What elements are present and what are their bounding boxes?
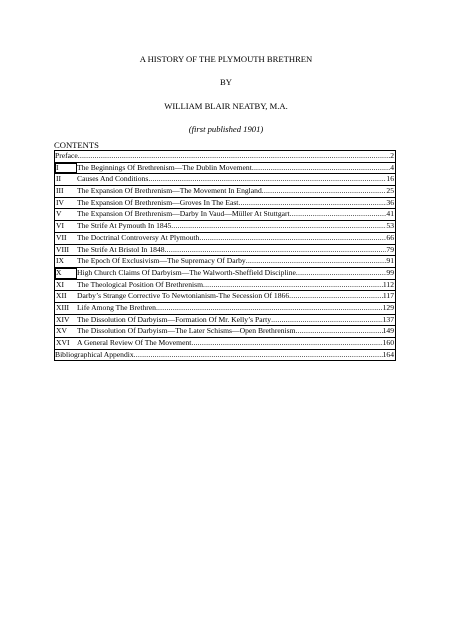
toc-entry-number: IX — [56, 256, 65, 266]
dot-leader — [296, 268, 387, 279]
toc-entry-title: The Expansion Of Brethrenism—Groves In The East — [77, 197, 239, 207]
toc-entry-page: 99 — [386, 267, 394, 277]
toc-entry[interactable] — [55, 256, 395, 268]
toc-entry-title: The Epoch Of Exclusivism—The Supremacy Of Darby — [77, 256, 246, 266]
toc-entry-title: The Dissolution Of Darbyism—Formation Of Mr. Kelly’s Party — [77, 314, 272, 324]
toc-entry[interactable] — [55, 315, 395, 327]
table-of-contents — [54, 150, 396, 361]
toc-entry-page: 53 — [386, 221, 394, 231]
toc-entry-title: The Expansion Of Brethrenism—The Movement In England — [77, 186, 262, 196]
toc-entry[interactable] — [55, 151, 395, 163]
toc-entry-page: 2 — [390, 151, 394, 160]
contents-heading: CONTENTS — [54, 140, 99, 150]
dot-leader — [289, 291, 383, 302]
toc-entry[interactable] — [55, 326, 395, 338]
toc-entry[interactable] — [55, 209, 395, 221]
toc-entry-title: Bibliographical Appendix — [55, 349, 134, 359]
toc-entry-title: The Doctrinal Controversy At Plymouth — [77, 232, 200, 242]
toc-entry-page: 79 — [386, 244, 394, 254]
toc-entry-page: 117 — [382, 291, 394, 301]
toc-entry-page: 66 — [386, 232, 394, 242]
toc-entry[interactable] — [55, 350, 395, 361]
dot-leader — [156, 303, 383, 314]
dot-leader — [271, 315, 383, 326]
toc-entry-page: 160 — [382, 338, 394, 347]
toc-entry-page: 112 — [382, 279, 394, 289]
dot-leader — [171, 221, 386, 232]
by-line: BY — [220, 77, 232, 87]
toc-entry-page: 164 — [382, 349, 394, 359]
toc-entry-number: V — [56, 209, 62, 219]
toc-entry-number: XIII — [56, 302, 70, 312]
toc-entry[interactable] — [55, 233, 395, 245]
toc-entry-title: The Strife At Bristol In 1848 — [77, 244, 165, 254]
toc-entry-number: IV — [56, 197, 65, 207]
toc-entry-number: XV — [56, 326, 67, 336]
dot-leader — [246, 256, 387, 267]
toc-entry-number: II — [56, 174, 62, 184]
toc-entry-number: I — [55, 163, 77, 174]
toc-entry[interactable] — [55, 338, 395, 350]
dot-leader — [252, 163, 390, 174]
dot-leader — [290, 209, 387, 220]
toc-entry-number: VI — [56, 221, 65, 231]
dot-leader — [148, 174, 386, 185]
toc-entry-number: XVI — [56, 338, 70, 347]
toc-entry-page: 36 — [386, 197, 394, 207]
dot-leader — [78, 151, 390, 162]
toc-entry-title: The Dissolution Of Darbyism—The Later Schisms—Open Brethrenism — [77, 326, 296, 336]
toc-entry[interactable] — [55, 280, 395, 292]
toc-entry-title: Preface — [55, 151, 78, 160]
toc-entry-page: 149 — [382, 326, 394, 336]
toc-entry-page: 129 — [382, 302, 394, 312]
toc-entry[interactable] — [55, 198, 395, 210]
toc-entry-page: 4 — [390, 162, 394, 172]
dot-leader — [165, 245, 387, 256]
dot-leader — [296, 326, 383, 337]
toc-entry-number: XI — [56, 279, 65, 289]
toc-entry-title: High Church Claims Of Darbyism—The Walworth-Sheffield Discipline — [77, 267, 296, 277]
toc-entry-title: Darby’s Strange Corrective To Newtonianism-The Secession Of 1866 — [77, 291, 290, 301]
toc-entry-title: The Strife At Pymouth In 1845 — [77, 221, 172, 231]
dot-leader — [262, 186, 387, 197]
toc-entry-page: 25 — [386, 186, 394, 196]
toc-entry-number: VIII — [56, 244, 70, 254]
toc-entry-title: The Beginnings Of Brethrenism—The Dublin Movement — [77, 162, 252, 172]
toc-entry-title: Life Among The Brethren — [77, 302, 156, 312]
toc-entry-title: A General Review Of The Movement — [77, 338, 192, 347]
toc-entry[interactable] — [55, 221, 395, 233]
toc-entry-page: 137 — [382, 314, 394, 324]
toc-entry[interactable] — [55, 268, 395, 280]
dot-leader — [203, 280, 383, 291]
toc-entry[interactable] — [55, 186, 395, 198]
toc-entry[interactable] — [55, 303, 395, 315]
toc-entry-title: Causes And Conditions — [77, 174, 149, 184]
toc-entry[interactable] — [55, 174, 395, 186]
author-name: WILLIAM BLAIR NEATBY, M.A. — [164, 101, 288, 111]
toc-entry-number: X — [55, 268, 77, 279]
toc-entry-number: XII — [56, 291, 67, 301]
document-title: A HISTORY OF THE PLYMOUTH BRETHREN — [139, 54, 313, 64]
toc-entry[interactable] — [55, 291, 395, 303]
toc-entry-page: 41 — [386, 209, 394, 219]
toc-entry-title: The Theological Position Of Brethrenism — [77, 279, 203, 289]
publication-note: (first published 1901) — [188, 124, 264, 134]
toc-entry-title: The Expansion Of Brethrenism—Darby In Vaud—Müller At Stuttgart — [77, 209, 290, 219]
toc-entry-page: 16 — [386, 174, 394, 184]
dot-leader — [238, 198, 386, 209]
toc-entry-number: XIV — [56, 314, 70, 324]
toc-entry-number: VII — [56, 232, 67, 242]
toc-entry-number: III — [56, 186, 64, 196]
toc-entry-page: 91 — [386, 256, 394, 266]
dot-leader — [199, 233, 386, 244]
dot-leader — [191, 338, 382, 349]
toc-entry[interactable] — [55, 245, 395, 257]
dot-leader — [134, 350, 383, 361]
toc-entry[interactable] — [55, 163, 395, 175]
